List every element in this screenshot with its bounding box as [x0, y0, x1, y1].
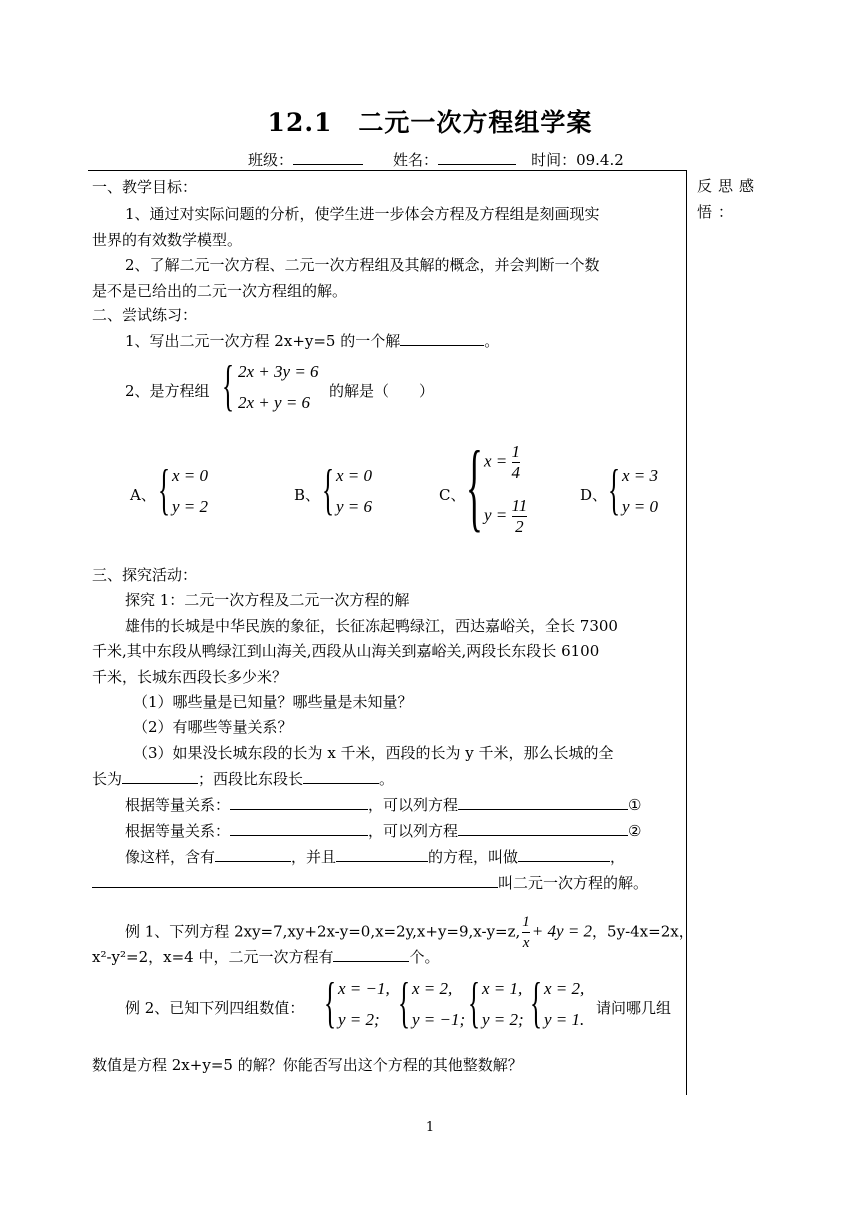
equation: + 4y = 2	[531, 921, 593, 941]
answer-blank[interactable]	[336, 846, 428, 862]
brace-symbol: {	[398, 972, 411, 1034]
brace-symbol: {	[608, 459, 621, 521]
header-info	[248, 149, 624, 170]
example-2-cont: 数值是方程 2x+y=5 的解？你能否写出这个方程的其他整数解？	[92, 1056, 523, 1074]
option-d-label: D、	[580, 486, 608, 504]
marker: ①	[628, 796, 642, 814]
option-a-y: y = 2	[172, 497, 209, 516]
text: 根据等量关系：	[125, 822, 231, 840]
group-1-x: x = −1,	[338, 979, 390, 998]
brace-symbol: {	[468, 972, 481, 1034]
brace-symbol: {	[322, 459, 335, 521]
problem-text: 千米，长城东西段长多少米？	[92, 668, 288, 686]
equation: 2x + y = 6	[238, 393, 311, 412]
section-heading: 二、尝试练习：	[92, 306, 198, 324]
text: x²-y²=2，x=4 中，二元一次方程有	[92, 948, 334, 966]
text: 根据等量关系：	[125, 796, 231, 814]
example-2-tail: 请问哪几组	[596, 999, 672, 1017]
section-heading: 三、探究活动：	[92, 566, 198, 584]
var-x: x =	[484, 451, 508, 471]
answer-blank[interactable]	[518, 846, 610, 862]
question-2-text: 2、是方程组	[125, 382, 210, 400]
objective-text: 世界的有效数学模型。	[92, 231, 243, 249]
objective-text: 2、了解二元一次方程、二元一次方程组及其解的概念，并会判断一个数	[125, 256, 600, 274]
option-b-x: x = 0	[336, 466, 373, 485]
text: 的方程，叫做	[428, 848, 519, 866]
text: ，可以列方程	[368, 822, 459, 840]
question-2-tail: 的解是（ ）	[329, 382, 435, 400]
option-a-x: x = 0	[172, 466, 209, 485]
example-2-text: 例 2、已知下列四组数值：	[125, 999, 305, 1017]
group-2-y: y = −1;	[412, 1010, 466, 1029]
text: 长为	[92, 770, 123, 788]
fraction	[522, 912, 530, 953]
definition-line	[125, 846, 625, 867]
denominator: x	[522, 935, 530, 951]
relation-line-1	[125, 794, 641, 815]
question-text: 1、写出二元一次方程 2x+y=5 的一个解	[125, 332, 401, 350]
explore-title: 探究 1：二元一次方程及二元一次方程的解	[125, 591, 410, 609]
option-b-y: y = 6	[336, 497, 373, 516]
answer-blank[interactable]	[303, 768, 379, 784]
objective-text: 1、通过对实际问题的分析，使学生进一步体会方程及方程组是刻画现实	[125, 205, 600, 223]
option-c-x	[484, 442, 520, 483]
text: ，并且	[291, 848, 337, 866]
brace-symbol: {	[466, 430, 483, 541]
punct: 。	[484, 332, 500, 350]
objective-text: 是不是已给出的二元一次方程组的解。	[92, 282, 348, 300]
option-d-x: x = 3	[622, 466, 659, 485]
numerator: 1	[511, 442, 521, 461]
margin-rule	[686, 170, 687, 1095]
page-number: 1	[425, 1120, 435, 1135]
brace-symbol: {	[158, 459, 171, 521]
group-2-x: x = 2,	[412, 979, 453, 998]
page-title: 12.1 二元一次方程组学案	[267, 108, 593, 137]
answer-blank[interactable]	[400, 330, 484, 346]
problem-text: 千米,其中东段从鸭绿江到山海关,西段从山海关到嘉峪关,两段长东段长 6100	[92, 642, 600, 660]
text: ，	[610, 848, 626, 866]
name-blank[interactable]	[438, 149, 516, 165]
definition-line-2	[92, 872, 648, 893]
answer-blank[interactable]	[333, 946, 409, 962]
numerator: 1	[522, 912, 530, 933]
option-d-y: y = 0	[622, 497, 659, 516]
answer-blank[interactable]	[230, 820, 368, 836]
sub-question-cont	[92, 768, 394, 789]
text: 像这样，含有	[125, 848, 216, 866]
group-3-x: x = 1,	[482, 979, 523, 998]
example-1-cont	[92, 946, 440, 967]
answer-blank[interactable]	[92, 872, 498, 888]
sub-question: （1）哪些量是已知量？哪些量是未知量？	[133, 693, 413, 711]
brace-symbol: {	[324, 972, 337, 1034]
option-b-label: B、	[294, 486, 321, 504]
option-c-label: C、	[439, 486, 466, 504]
option-a-label: A、	[130, 486, 156, 504]
answer-blank[interactable]	[458, 794, 628, 810]
brace-symbol: {	[222, 355, 235, 417]
text: 个。	[409, 948, 440, 966]
option-c-y	[484, 496, 527, 537]
problem-text: 雄伟的长城是中华民族的象征，长征冻起鸭绿江，西达嘉峪关，全长 7300	[125, 617, 618, 635]
question-1	[125, 330, 499, 351]
brace-symbol: {	[530, 972, 543, 1034]
answer-blank[interactable]	[215, 846, 291, 862]
header-rule	[88, 170, 686, 171]
text: ，5y-4x=2x，	[592, 922, 694, 941]
answer-blank[interactable]	[122, 768, 198, 784]
group-4-y: y = 1.	[544, 1010, 585, 1029]
group-3-y: y = 2;	[482, 1010, 524, 1029]
name-label: 姓名：	[393, 151, 439, 169]
answer-blank[interactable]	[230, 794, 368, 810]
numerator: 11	[511, 496, 528, 515]
denominator: 4	[511, 463, 521, 482]
group-1-y: y = 2;	[338, 1010, 380, 1029]
reflection-label: 反思感悟：	[697, 177, 761, 221]
var-y: y =	[484, 505, 508, 525]
text: 例 1、下列方程 2xy=7,xy+2x-y=0,x=2y,x+y=9,x-y=z,	[125, 922, 521, 941]
time-label: 时间：09.4.2	[531, 151, 624, 169]
class-blank[interactable]	[293, 149, 363, 165]
text: ；西段比东段长	[198, 770, 304, 788]
relation-line-2	[125, 820, 641, 841]
sub-question: （3）如果没长城东段的长为 x 千米，西段的长为 y 千米，那么长城的全	[133, 744, 614, 762]
sub-question: （2）有哪些等量关系？	[133, 718, 293, 736]
denominator: 2	[515, 517, 524, 536]
text: ，可以列方程	[368, 796, 459, 814]
group-4-x: x = 2,	[544, 979, 585, 998]
marker: ②	[628, 822, 642, 840]
section-heading: 一、教学目标：	[92, 178, 198, 196]
equation: 2x + 3y = 6	[238, 362, 319, 381]
answer-blank[interactable]	[458, 820, 628, 836]
text: 叫二元一次方程的解。	[498, 874, 649, 892]
text: 。	[379, 770, 395, 788]
class-label: 班级：	[248, 151, 294, 169]
